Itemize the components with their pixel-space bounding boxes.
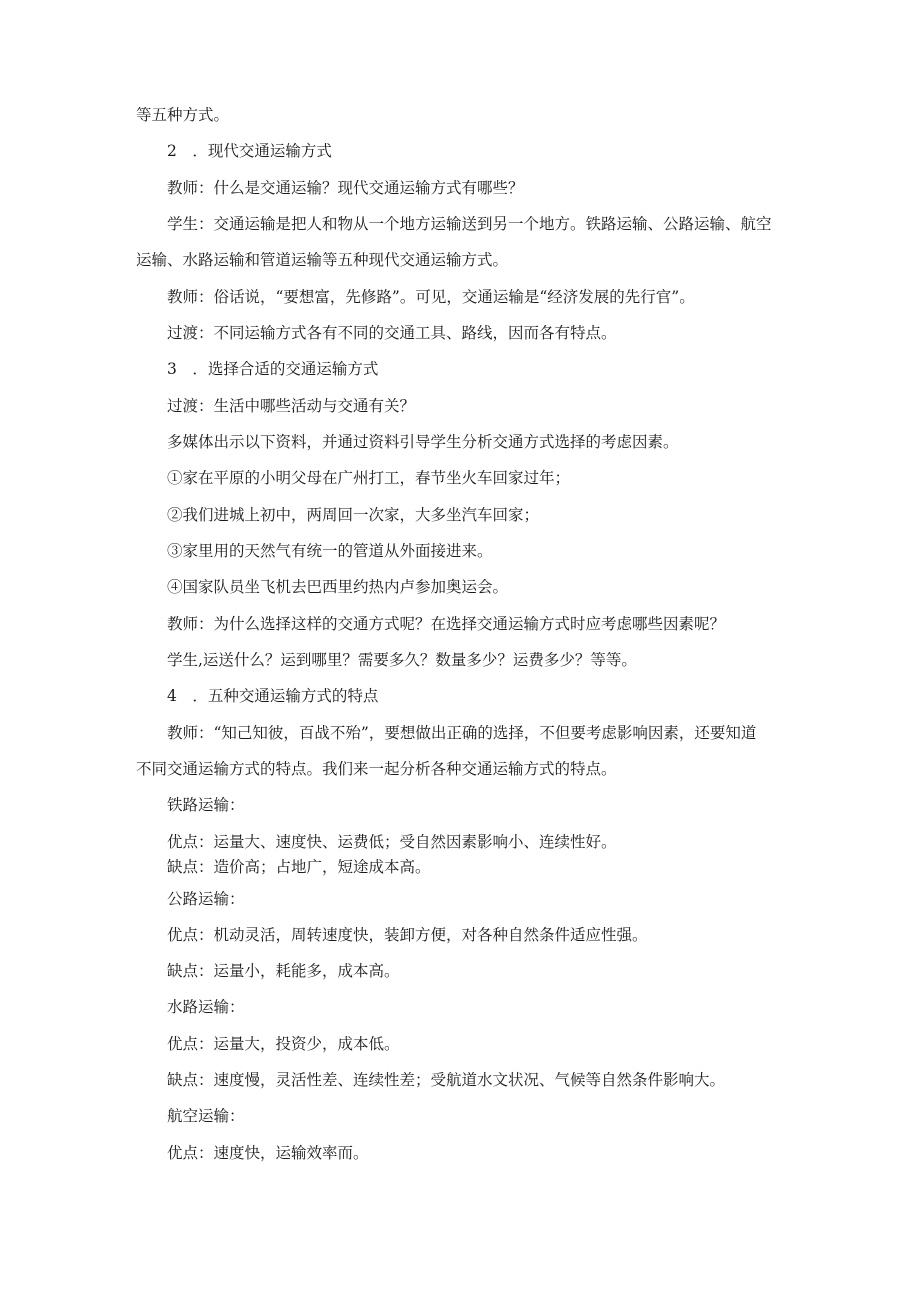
paragraph-line: 教师：什么是交通运输？现代交通运输方式有哪些？ bbox=[167, 179, 524, 197]
transport-mode-label: 公路运输： bbox=[167, 890, 245, 908]
paragraph-line: 等五种方式。 bbox=[136, 106, 230, 124]
paragraph-line: 优点：运量大、速度快、运费低；受自然因素影响小、连续性好。 bbox=[167, 833, 617, 851]
transport-mode-label: 水路运输： bbox=[167, 998, 245, 1016]
paragraph-line: 学生：交通运输是把人和物从一个地方运输送到另一个地方。铁路运输、公路运输、航空 bbox=[167, 215, 772, 233]
paragraph-line: 优点：速度快，运输效率而。 bbox=[167, 1144, 369, 1162]
paragraph-line: 过渡：不同运输方式各有不同的交通工具、路线，因而各有特点。 bbox=[167, 324, 617, 342]
paragraph-line: 教师：为什么选择这样的交通方式呢？在选择交通运输方式时应考虑哪些因素呢？ bbox=[167, 615, 726, 633]
transport-mode-label: 航空运输： bbox=[167, 1107, 245, 1125]
paragraph-line: 运输、水路运输和管道运输等五种现代交通运输方式。 bbox=[136, 251, 509, 269]
list-item: ④国家队员坐飞机去巴西里约热内卢参加奥运会。 bbox=[167, 578, 509, 596]
section-heading-3: 3 ．选择合适的交通运输方式 bbox=[167, 360, 379, 378]
section-heading-2: 2 ．现代交通运输方式 bbox=[167, 142, 332, 160]
paragraph-line: 缺点：运量小，耗能多，成本高。 bbox=[167, 962, 400, 980]
list-item: ①家在平原的小明父母在广州打工，春节坐火车回家过年； bbox=[167, 469, 571, 487]
paragraph-line: 优点：运量大，投资少，成本低。 bbox=[167, 1035, 400, 1053]
paragraph-line: 缺点：速度慢，灵活性差、连续性差；受航道水文状况、气候等自然条件影响大。 bbox=[167, 1071, 726, 1089]
list-item: ②我们进城上初中，两周回一次家，大多坐汽车回家； bbox=[167, 506, 540, 524]
paragraph-line: 优点：机动灵活，周转速度快，装卸方便，对各种自然条件适应性强。 bbox=[167, 926, 648, 944]
paragraph-line: 过渡：生活中哪些活动与交通有关？ bbox=[167, 397, 416, 415]
section-heading-4: 4 ．五种交通运输方式的特点 bbox=[167, 687, 379, 705]
paragraph-line: 多媒体出示以下资料，并通过资料引导学生分析交通方式选择的考虑因素。 bbox=[167, 433, 679, 451]
paragraph-line: 教师：俗话说，“要想富，先修路”。可见，交通运输是“经济发展的先行官”。 bbox=[167, 288, 695, 306]
list-item: ③家里用的天然气有统一的管道从外面接进来。 bbox=[167, 542, 493, 560]
paragraph-line: 不同交通运输方式的特点。我们来一起分析各种交通运输方式的特点。 bbox=[136, 760, 617, 778]
paragraph-line: 缺点：造价高；占地广，短途成本高。 bbox=[167, 858, 431, 876]
transport-mode-label: 铁路运输： bbox=[167, 796, 245, 814]
paragraph-line: 教师：“知己知彼，百战不殆”，要想做出正确的选择，不但要考虑影响因素，还要知道 bbox=[167, 724, 757, 742]
paragraph-line: 学生,运送什么？运到哪里？需要多久？数量多少？运费多少？等等。 bbox=[167, 651, 637, 669]
